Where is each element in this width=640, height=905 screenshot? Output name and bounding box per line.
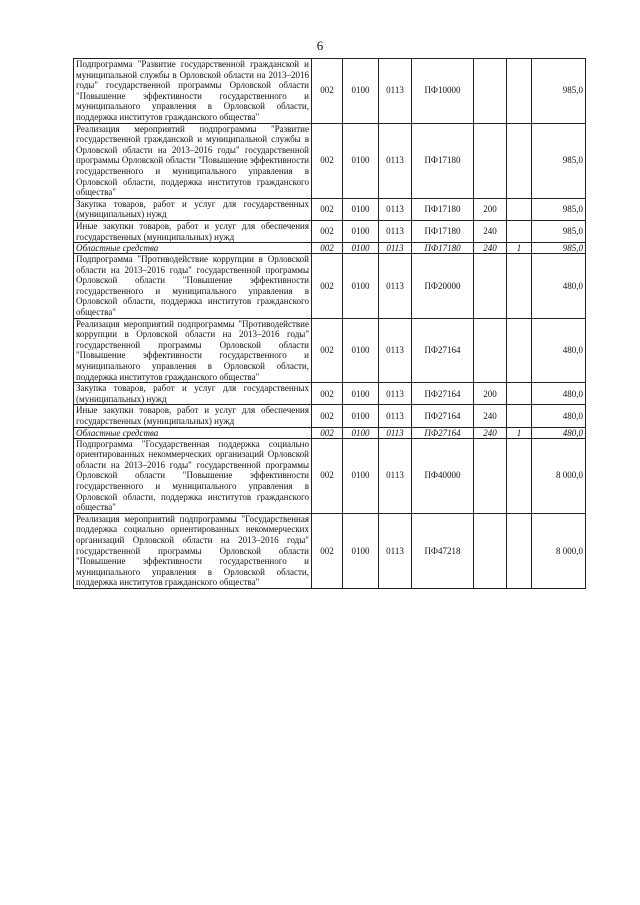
table-row xyxy=(74,405,586,427)
row-expense-type: 200 xyxy=(474,383,507,405)
row-sum: 985,0 xyxy=(532,123,586,198)
row-funding-source xyxy=(507,198,532,220)
row-section-code: 0100 xyxy=(343,427,379,438)
row-section-code: 0100 xyxy=(343,254,379,319)
row-expense-type xyxy=(474,123,507,198)
row-name: Закупка товаров, работ и услуг для государственных (муниципальных) нужд xyxy=(74,383,312,405)
row-subsection-code: 0113 xyxy=(379,59,412,124)
row-name: Иные закупки товаров, работ и услуг для обеспечения государственных (муниципальных) нужд xyxy=(74,220,312,242)
table-row xyxy=(74,123,586,198)
row-funding-source xyxy=(507,318,532,383)
row-target-article: ПФ17180 xyxy=(412,123,474,198)
row-name: Подпрограмма "Государственная поддержка социально ориентированных некоммерческих организаций Орловской области на 2013–2016 годы" государственной программы Орловской области "Повышение эффективности государственного и муниципального управления в Орловской области, поддержка институтов гражданского общества" xyxy=(74,438,312,513)
row-target-article: ПФ17180 xyxy=(412,220,474,242)
row-subsection-code: 0113 xyxy=(379,123,412,198)
row-sum: 985,0 xyxy=(532,198,586,220)
row-section-code: 0100 xyxy=(343,59,379,124)
row-grbs-code: 002 xyxy=(312,123,343,198)
row-section-code: 0100 xyxy=(343,243,379,254)
row-expense-type: 240 xyxy=(474,427,507,438)
row-sum: 985,0 xyxy=(532,243,586,254)
page-number: 6 xyxy=(316,38,324,53)
row-expense-type xyxy=(474,438,507,513)
table-row xyxy=(74,198,586,220)
row-grbs-code: 002 xyxy=(312,198,343,220)
budget-table xyxy=(73,58,586,589)
row-section-code: 0100 xyxy=(343,318,379,383)
row-funding-source xyxy=(507,513,532,588)
row-grbs-code: 002 xyxy=(312,220,343,242)
row-funding-source: 1 xyxy=(507,427,532,438)
row-target-article: ПФ17180 xyxy=(412,198,474,220)
table-row xyxy=(74,59,586,124)
row-grbs-code: 002 xyxy=(312,243,343,254)
row-subsection-code: 0113 xyxy=(379,243,412,254)
row-sum: 480,0 xyxy=(532,427,586,438)
row-expense-type: 240 xyxy=(474,220,507,242)
row-target-article: ПФ17180 xyxy=(412,243,474,254)
row-sum: 985,0 xyxy=(532,220,586,242)
row-target-article: ПФ20000 xyxy=(412,254,474,319)
row-target-article: ПФ27164 xyxy=(412,405,474,427)
row-expense-type xyxy=(474,318,507,383)
row-sum: 985,0 xyxy=(532,59,586,124)
table-row xyxy=(74,254,586,319)
row-funding-source xyxy=(507,438,532,513)
row-name: Иные закупки товаров, работ и услуг для обеспечения государственных (муниципальных) нужд xyxy=(74,405,312,427)
row-grbs-code: 002 xyxy=(312,254,343,319)
row-name: Реализация мероприятий подпрограммы "Развитие государственной гражданской и муниципальной службы в Орловской области на 2013–2016 годы" государственной программы Орловской области "Повышение эффективности государственного и муниципального управления в Орловской области, поддержка институтов гражданского общества" xyxy=(74,123,312,198)
row-funding-source: 1 xyxy=(507,243,532,254)
row-expense-type xyxy=(474,254,507,319)
table-row xyxy=(74,243,586,254)
row-expense-type: 240 xyxy=(474,405,507,427)
row-grbs-code: 002 xyxy=(312,383,343,405)
row-sum: 480,0 xyxy=(532,254,586,319)
row-section-code: 0100 xyxy=(343,383,379,405)
table-row xyxy=(74,383,586,405)
row-section-code: 0100 xyxy=(343,198,379,220)
row-funding-source xyxy=(507,123,532,198)
row-target-article: ПФ40000 xyxy=(412,438,474,513)
row-section-code: 0100 xyxy=(343,513,379,588)
table-row xyxy=(74,438,586,513)
row-name: Областные средства xyxy=(74,427,312,438)
row-funding-source xyxy=(507,254,532,319)
row-expense-type xyxy=(474,59,507,124)
row-target-article: ПФ27164 xyxy=(412,383,474,405)
row-section-code: 0100 xyxy=(343,123,379,198)
row-expense-type: 200 xyxy=(474,198,507,220)
row-funding-source xyxy=(507,59,532,124)
row-target-article: ПФ47218 xyxy=(412,513,474,588)
row-subsection-code: 0113 xyxy=(379,318,412,383)
row-name: Областные средства xyxy=(74,243,312,254)
row-sum: 480,0 xyxy=(532,318,586,383)
row-section-code: 0100 xyxy=(343,220,379,242)
row-name: Подпрограмма "Противодействие коррупции в Орловской области на 2013–2016 годы" государственной программы Орловской области "Повышение эффективности государственного и муниципального управления в Орловской области, поддержка институтов гражданского общества" xyxy=(74,254,312,319)
row-expense-type xyxy=(474,513,507,588)
row-grbs-code: 002 xyxy=(312,513,343,588)
row-grbs-code: 002 xyxy=(312,59,343,124)
row-name: Закупка товаров, работ и услуг для государственных (муниципальных) нужд xyxy=(74,198,312,220)
table-row xyxy=(74,220,586,242)
row-expense-type: 240 xyxy=(474,243,507,254)
table-row xyxy=(74,318,586,383)
row-funding-source xyxy=(507,383,532,405)
row-subsection-code: 0113 xyxy=(379,438,412,513)
row-subsection-code: 0113 xyxy=(379,220,412,242)
row-name: Подпрограмма "Развитие государственной гражданской и муниципальной службы в Орловской области на 2013–2016 годы" государственной программы Орловской области "Повышение эффективности государственного и муниципального управления в Орловской области, поддержка институтов гражданского общества" xyxy=(74,59,312,124)
row-subsection-code: 0113 xyxy=(379,427,412,438)
row-sum: 8 000,0 xyxy=(532,438,586,513)
row-subsection-code: 0113 xyxy=(379,513,412,588)
row-subsection-code: 0113 xyxy=(379,254,412,319)
row-grbs-code: 002 xyxy=(312,438,343,513)
row-target-article: ПФ27164 xyxy=(412,318,474,383)
row-section-code: 0100 xyxy=(343,438,379,513)
table-row xyxy=(74,427,586,438)
row-grbs-code: 002 xyxy=(312,405,343,427)
row-sum: 480,0 xyxy=(532,383,586,405)
row-subsection-code: 0113 xyxy=(379,383,412,405)
row-grbs-code: 002 xyxy=(312,427,343,438)
row-grbs-code: 002 xyxy=(312,318,343,383)
row-funding-source xyxy=(507,405,532,427)
row-target-article: ПФ27164 xyxy=(412,427,474,438)
row-subsection-code: 0113 xyxy=(379,405,412,427)
row-sum: 8 000,0 xyxy=(532,513,586,588)
row-subsection-code: 0113 xyxy=(379,198,412,220)
row-funding-source xyxy=(507,220,532,242)
budget-table-body xyxy=(74,59,586,589)
row-name: Реализация мероприятий подпрограммы "Противодействие коррупции в Орловской области на 2013–2016 годы" государственной программы Орловской области "Повышение эффективности государственного и муниципального управления в Орловской области, поддержка институтов гражданского общества" xyxy=(74,318,312,383)
table-row xyxy=(74,513,586,588)
row-name: Реализация мероприятий подпрограммы "Государственная поддержка социально ориентированных некоммерческих организаций Орловской области на 2013–2016 годы" государственной программы Орловской области "Повышение эффективности государственного и муниципального управления в Орловской области, поддержка институтов гражданского общества" xyxy=(74,513,312,588)
row-sum: 480,0 xyxy=(532,405,586,427)
row-target-article: ПФ10000 xyxy=(412,59,474,124)
row-section-code: 0100 xyxy=(343,405,379,427)
